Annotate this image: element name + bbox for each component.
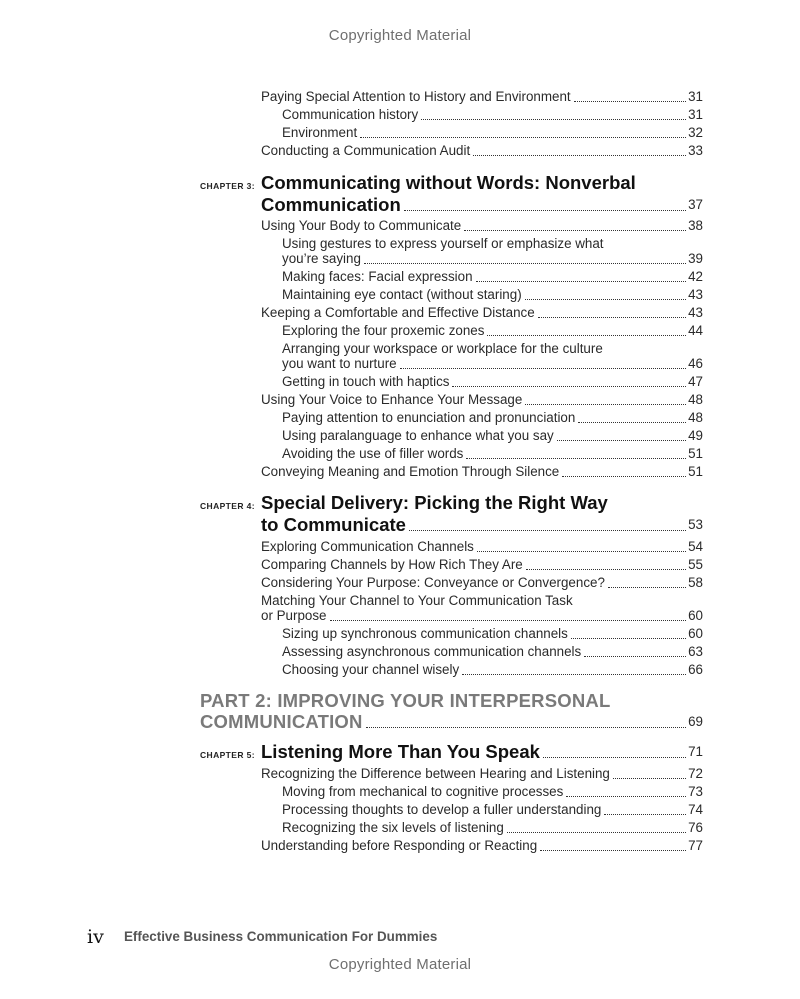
toc-entry-title: Recognizing the six levels of listening bbox=[282, 820, 504, 835]
toc-subentry[interactable] bbox=[282, 661, 703, 679]
toc-page-number: 51 bbox=[688, 464, 703, 479]
toc-entry[interactable] bbox=[261, 304, 703, 322]
toc-entry-title: Exploring Communication Channels bbox=[261, 539, 474, 554]
toc-entry[interactable] bbox=[261, 556, 703, 574]
toc-entry-title: Recognizing the Difference between Hearing and Listening bbox=[261, 766, 610, 781]
toc-page-number: 38 bbox=[688, 218, 703, 233]
toc-subentry[interactable] bbox=[282, 427, 703, 445]
running-footer-title: Effective Business Communication For Dummies bbox=[124, 929, 438, 944]
toc-page-number: 77 bbox=[688, 838, 703, 853]
toc-entry-title: Understanding before Responding or Reacting bbox=[261, 838, 538, 853]
dot-leader bbox=[574, 100, 686, 102]
dot-leader bbox=[543, 756, 686, 758]
toc-entry-title[interactable]: Matching Your Channel to Your Communication Task bbox=[261, 593, 573, 608]
dot-leader bbox=[584, 655, 686, 657]
watermark-top: Copyrighted Material bbox=[328, 27, 472, 44]
toc-page-number: 58 bbox=[688, 575, 703, 590]
toc-page-number: 46 bbox=[688, 356, 703, 371]
toc-entry-title: Using Your Voice to Enhance Your Message bbox=[261, 392, 523, 407]
dot-leader bbox=[571, 637, 686, 639]
page-number-folio: iv bbox=[87, 926, 104, 948]
chapter-title-line[interactable] bbox=[261, 514, 703, 536]
toc-entry-title: Considering Your Purpose: Conveyance or Convergence? bbox=[261, 575, 605, 590]
toc-subentry[interactable] bbox=[282, 286, 703, 304]
toc-subentry[interactable] bbox=[282, 819, 703, 837]
toc-entry-title: Comparing Channels by How Rich They Are bbox=[261, 557, 523, 572]
dot-leader bbox=[507, 831, 686, 833]
toc-entry[interactable] bbox=[261, 463, 703, 481]
toc-page-number: 39 bbox=[688, 251, 703, 266]
toc-entry-title: Making faces: Facial expression bbox=[282, 269, 473, 284]
chapter-title[interactable]: Special Delivery: Picking the Right Way bbox=[261, 492, 608, 513]
toc-entry-title: Conveying Meaning and Emotion Through Silence bbox=[261, 464, 560, 479]
chapter-title[interactable]: Communicating without Words: Nonverbal bbox=[261, 172, 636, 193]
toc-entry-title: Avoiding the use of filler words bbox=[282, 446, 464, 461]
toc-entry-title: Sizing up synchronous communication channels bbox=[282, 626, 568, 641]
toc-page-number: 47 bbox=[688, 374, 703, 389]
toc-entry-title: Paying attention to enunciation and pronunciation bbox=[282, 410, 576, 425]
toc-page-number: 60 bbox=[688, 626, 703, 641]
dot-leader bbox=[526, 568, 686, 570]
toc-page-number: 53 bbox=[688, 517, 703, 532]
dot-leader bbox=[464, 229, 686, 231]
toc-page-number: 71 bbox=[688, 744, 703, 759]
toc-page-number: 51 bbox=[688, 446, 703, 461]
dot-leader bbox=[604, 813, 686, 815]
watermark-bottom: Copyrighted Material bbox=[328, 956, 472, 973]
dot-leader bbox=[525, 298, 686, 300]
toc-entry[interactable] bbox=[261, 574, 703, 592]
chapter-title: to Communicate bbox=[261, 514, 406, 535]
toc-entry-title: Getting in touch with haptics bbox=[282, 374, 450, 389]
dot-leader bbox=[477, 550, 686, 552]
chapter-label: CHAPTER 3: bbox=[200, 181, 256, 191]
dot-leader bbox=[404, 209, 686, 211]
toc-entry-title: Choosing your channel wisely bbox=[282, 662, 460, 677]
chapter-title-line[interactable] bbox=[261, 741, 703, 763]
toc-subentry[interactable] bbox=[282, 322, 703, 340]
toc-entry[interactable] bbox=[261, 142, 703, 160]
toc-page-number: 66 bbox=[688, 662, 703, 677]
dot-leader bbox=[557, 439, 686, 441]
toc-page-number: 76 bbox=[688, 820, 703, 835]
toc-page-number: 31 bbox=[688, 107, 703, 122]
toc-page-number: 60 bbox=[688, 608, 703, 623]
toc-page-number: 54 bbox=[688, 539, 703, 554]
toc-subentry[interactable] bbox=[282, 643, 703, 661]
toc-page-number: 55 bbox=[688, 557, 703, 572]
chapter-title: Communication bbox=[261, 194, 401, 215]
dot-leader bbox=[578, 421, 686, 423]
toc-subentry[interactable] bbox=[282, 355, 703, 373]
dot-leader bbox=[608, 586, 686, 588]
toc-entry-title: Using Your Body to Communicate bbox=[261, 218, 462, 233]
toc-page-number: 48 bbox=[688, 392, 703, 407]
toc-entry[interactable] bbox=[261, 217, 703, 235]
toc-entry[interactable] bbox=[261, 765, 703, 783]
dot-leader bbox=[476, 280, 687, 282]
toc-entry[interactable] bbox=[261, 391, 703, 409]
dot-leader bbox=[364, 262, 686, 264]
toc-entry-title: or Purpose bbox=[261, 608, 327, 623]
dot-leader bbox=[400, 367, 686, 369]
toc-entry-title: Assessing asynchronous communication channels bbox=[282, 644, 582, 659]
dot-leader bbox=[562, 475, 686, 477]
toc-page-number: 32 bbox=[688, 125, 703, 140]
toc-subentry[interactable] bbox=[282, 106, 703, 124]
toc-entry-title: Maintaining eye contact (without staring) bbox=[282, 287, 522, 302]
toc-subentry[interactable] bbox=[282, 373, 703, 391]
toc-page-number: 69 bbox=[688, 714, 703, 729]
chapter-label: CHAPTER 4: bbox=[200, 501, 256, 511]
toc-entry-title[interactable]: Arranging your workspace or workplace for the culture bbox=[282, 341, 603, 356]
toc-entry[interactable] bbox=[261, 538, 703, 556]
dot-leader bbox=[473, 154, 686, 156]
toc-subentry[interactable] bbox=[282, 409, 703, 427]
chapter-title: Listening More Than You Speak bbox=[261, 741, 540, 762]
toc-entry-title: Conducting a Communication Audit bbox=[261, 143, 471, 158]
part-title-line[interactable] bbox=[200, 711, 703, 733]
toc-page-number: 31 bbox=[688, 89, 703, 104]
toc-entry[interactable] bbox=[261, 88, 703, 106]
toc-subentry[interactable] bbox=[282, 124, 703, 142]
toc-entry-title: Using paralanguage to enhance what you say bbox=[282, 428, 554, 443]
toc-page-number: 49 bbox=[688, 428, 703, 443]
dot-leader bbox=[566, 795, 686, 797]
dot-leader bbox=[540, 849, 686, 851]
toc-entry[interactable] bbox=[261, 607, 703, 625]
toc-page-number: 33 bbox=[688, 143, 703, 158]
dot-leader bbox=[409, 529, 686, 531]
toc-entry-title: Communication history bbox=[282, 107, 419, 122]
part-title: COMMUNICATION bbox=[200, 711, 363, 732]
dot-leader bbox=[360, 136, 686, 138]
toc-entry-title: Paying Special Attention to History and Environment bbox=[261, 89, 571, 104]
toc-page-number: 73 bbox=[688, 784, 703, 799]
toc-subentry[interactable] bbox=[282, 801, 703, 819]
dot-leader bbox=[487, 334, 686, 336]
toc-page-number: 42 bbox=[688, 269, 703, 284]
dot-leader bbox=[330, 619, 687, 621]
toc-entry-title[interactable]: Using gestures to express yourself or emphasize what bbox=[282, 236, 604, 251]
toc-entry-title: you want to nurture bbox=[282, 356, 397, 371]
dot-leader bbox=[462, 673, 686, 675]
toc-page-number: 72 bbox=[688, 766, 703, 781]
chapter-label: CHAPTER 5: bbox=[200, 750, 256, 760]
part-title[interactable]: PART 2: IMPROVING YOUR INTERPERSONAL bbox=[200, 690, 611, 711]
toc-entry-title: Keeping a Comfortable and Effective Distance bbox=[261, 305, 535, 320]
toc-entry-title: Processing thoughts to develop a fuller understanding bbox=[282, 802, 602, 817]
toc-entry-title: you’re saying bbox=[282, 251, 361, 266]
dot-leader bbox=[613, 777, 686, 779]
dot-leader bbox=[366, 726, 687, 728]
toc-entry-title: Environment bbox=[282, 125, 358, 140]
dot-leader bbox=[538, 316, 686, 318]
toc-page-number: 37 bbox=[688, 197, 703, 212]
toc-page-number: 44 bbox=[688, 323, 703, 338]
toc-page-number: 74 bbox=[688, 802, 703, 817]
dot-leader bbox=[452, 385, 686, 387]
toc-subentry[interactable] bbox=[282, 268, 703, 286]
dot-leader bbox=[466, 457, 686, 459]
toc-page-number: 48 bbox=[688, 410, 703, 425]
dot-leader bbox=[525, 403, 686, 405]
toc-page-number: 63 bbox=[688, 644, 703, 659]
toc-subentry[interactable] bbox=[282, 625, 703, 643]
toc-subentry[interactable] bbox=[282, 250, 703, 268]
toc-page-number: 43 bbox=[688, 287, 703, 302]
chapter-title-line[interactable] bbox=[261, 194, 703, 216]
toc-page-number: 43 bbox=[688, 305, 703, 320]
toc-entry-title: Exploring the four proxemic zones bbox=[282, 323, 485, 338]
toc-entry-title: Moving from mechanical to cognitive processes bbox=[282, 784, 564, 799]
toc-subentry[interactable] bbox=[282, 445, 703, 463]
dot-leader bbox=[421, 118, 686, 120]
toc-entry[interactable] bbox=[261, 837, 703, 855]
toc-subentry[interactable] bbox=[282, 783, 703, 801]
